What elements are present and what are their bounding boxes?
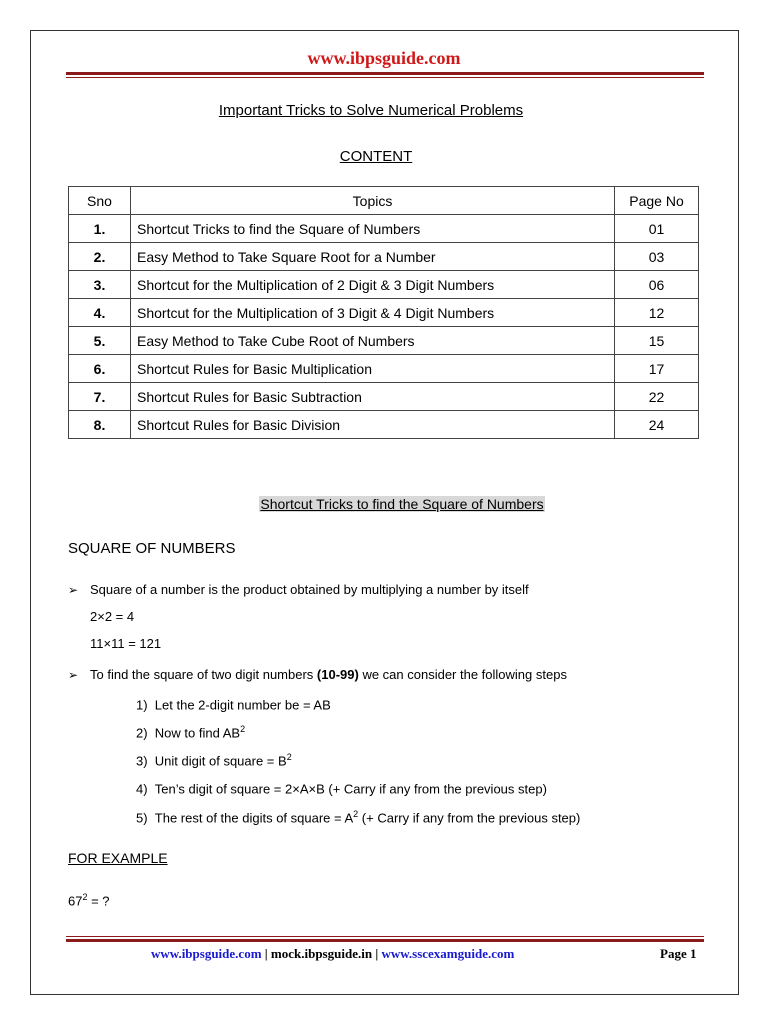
header-page-no: Page No (615, 187, 699, 215)
example-line: 11×11 = 121 (90, 636, 162, 651)
row-sno: 4. (69, 299, 131, 327)
step-item: 5) The rest of the digits of square = $A^2$ (+ Carry if any from the previous step) (136, 809, 581, 826)
step-item: 2) Now to find $AB^2$ (136, 724, 246, 741)
row-sno: 1. (69, 215, 131, 243)
table-row (69, 355, 699, 383)
header-topics: Topics (131, 187, 615, 215)
row-topic: Easy Method to Take Cube Root of Numbers (131, 327, 615, 355)
table-row (69, 383, 699, 411)
section-title: Shortcut Tricks to find the Square of Numbers (260, 496, 544, 512)
footer-link-mock[interactable]: mock.ibpsguide.in (270, 946, 373, 961)
row-page: 12 (615, 299, 699, 327)
table-row (69, 271, 699, 299)
example-line: 2×2 = 4 (90, 609, 135, 624)
row-topic: Shortcut Rules for Basic Subtraction (131, 383, 615, 411)
table-row (69, 299, 699, 327)
row-sno: 2. (69, 243, 131, 271)
section-heading: SQUARE OF NUMBERS (68, 540, 236, 557)
table-row (69, 215, 699, 243)
row-page: 01 (615, 215, 699, 243)
content-heading: CONTENT (339, 148, 413, 165)
step-item: 4) Ten’s digit of square = 2×A×B (+ Carry if any from the previous step) (136, 781, 547, 797)
table-header-row (69, 187, 699, 215)
row-sno: 8. (69, 411, 131, 439)
arrow-bullet-icon: ➢ (68, 668, 79, 682)
bullet-text: Square of a number is the product obtained by multiplying a number by itself (90, 582, 529, 597)
row-topic: Shortcut for the Multiplication of 3 Digit & 4 Digit Numbers (131, 299, 615, 327)
range-bold: (10-99) (316, 667, 359, 682)
row-page: 03 (615, 243, 699, 271)
row-page: 22 (615, 383, 699, 411)
row-topic: Easy Method to Take Square Root for a Number (131, 243, 615, 271)
step-item: 3) Unit digit of square = $B^2$ (136, 752, 292, 769)
row-sno: 7. (69, 383, 131, 411)
for-example-heading: FOR EXAMPLE (68, 850, 168, 866)
header-rule-thin (66, 77, 704, 78)
row-page: 24 (615, 411, 699, 439)
row-sno: 5. (69, 327, 131, 355)
table-row (69, 243, 699, 271)
example-question: $67^2$ = ? (68, 892, 110, 909)
document-title: Important Tricks to Solve Numerical Problems (218, 102, 524, 119)
header-url[interactable]: www.ibpsguide.com (307, 48, 461, 68)
row-topic: Shortcut Rules for Basic Division (131, 411, 615, 439)
arrow-bullet-icon: ➢ (68, 583, 79, 597)
footer-links: www.ibpsguide.com | mock.ibpsguide.in | www.sscexamguide.com (151, 946, 515, 961)
bullet-text: To find the square of two digit numbers (10-99) we can consider the following steps (90, 667, 567, 682)
row-topic: Shortcut Tricks to find the Square of Numbers (131, 215, 615, 243)
row-sno: 6. (69, 355, 131, 383)
table-row (69, 327, 699, 355)
footer-rule-thin (66, 936, 704, 937)
footer-rule-thick (66, 939, 704, 942)
page-number: Page 1 (660, 946, 697, 961)
header-sno: Sno (69, 187, 131, 215)
contents-table (68, 186, 699, 439)
row-page: 06 (615, 271, 699, 299)
footer-link-ibpsguide[interactable]: www.ibpsguide.com (151, 946, 262, 961)
row-topic: Shortcut for the Multiplication of 2 Digit & 3 Digit Numbers (131, 271, 615, 299)
header-rule-thick (66, 72, 704, 75)
row-topic: Shortcut Rules for Basic Multiplication (131, 355, 615, 383)
row-sno: 3. (69, 271, 131, 299)
row-page: 17 (615, 355, 699, 383)
step-item: 1) Let the 2-digit number be = AB (136, 697, 331, 713)
footer-link-sscexamguide[interactable]: www.sscexamguide.com (381, 946, 515, 961)
table-row (69, 411, 699, 439)
row-page: 15 (615, 327, 699, 355)
